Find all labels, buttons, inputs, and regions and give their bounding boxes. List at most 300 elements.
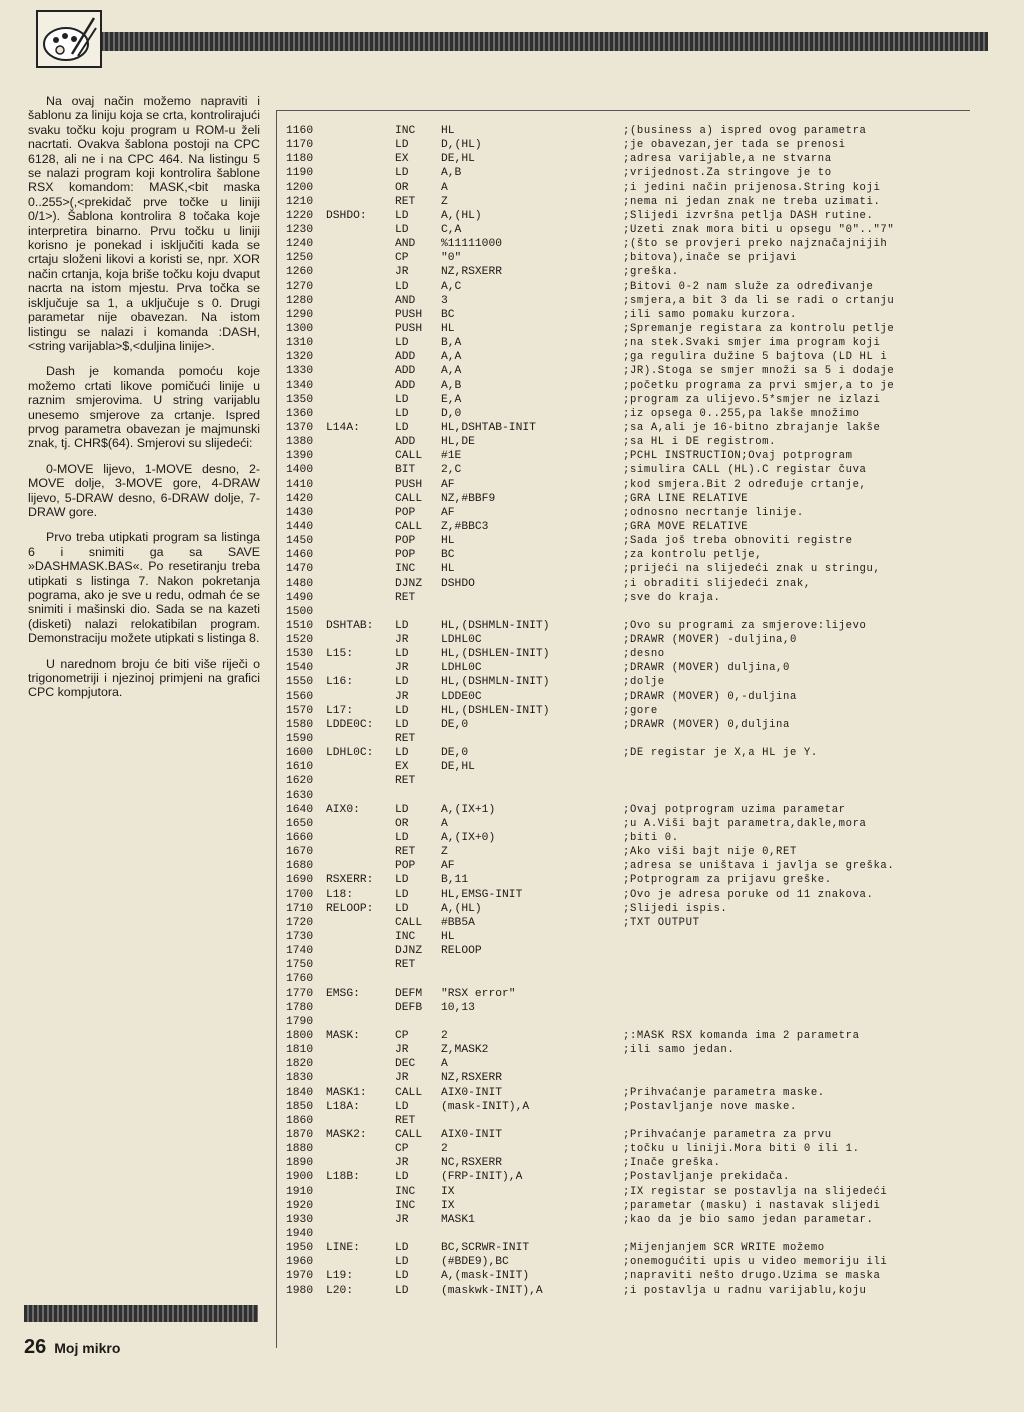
opcode: RET [395,775,416,788]
operand: DE,HL [441,153,475,166]
operand: Z,#BBC3 [441,520,489,533]
line-number: 1250 [286,252,314,265]
palette-brush-icon [36,10,102,68]
line-number: 1700 [286,888,314,901]
opcode: LD [395,888,409,901]
comment: ;onemogućiti upis u video memoriju ili [623,1256,888,1269]
operand: A,(HL) [441,209,482,222]
operand: HL [441,563,455,576]
line-number: 1920 [286,1199,314,1212]
line-number: 1530 [286,648,314,661]
operand: E,A [441,393,462,406]
opcode: LD [395,704,409,717]
comment: ;kao da je bio samo jedan parametar. [623,1213,874,1226]
opcode: INC [395,125,416,137]
comment: ;na stek.Svaki smjer ima program koji [623,337,881,350]
comment: ;TXT OUTPUT [623,916,700,929]
opcode: LD [395,803,409,816]
opcode: EX [395,761,409,774]
label: RELOOP: [326,902,374,915]
label: MASK: [326,1030,360,1042]
comment: ;:MASK RSX komanda ima 2 parametra [623,1030,860,1042]
operand: BC [441,549,455,562]
opcode: INC [395,1199,416,1212]
opcode: POP [395,506,416,519]
comment: ;Uzeti znak mora biti u opsegu "0".."7" [623,223,895,236]
comment: ;Sada još treba obnoviti registre [623,535,853,548]
operand: 3 [441,294,448,307]
opcode: CALL [395,916,423,929]
comment: ;ili samo jedan. [623,1044,735,1057]
comment: ;Ovo je adresa poruke od 11 znakova. [623,888,874,901]
comment: ;sa A,ali je 16-bitno zbrajanje lakše [623,421,881,434]
line-number: 1470 [286,563,314,576]
comment: ;DRAWR (MOVER) 0,duljina [623,718,790,731]
opcode: ADD [395,351,416,364]
line-number: 1460 [286,549,314,562]
label: RSXERR: [326,874,374,887]
opcode: RET [395,1114,416,1127]
line-number: 1520 [286,634,314,647]
line-number: 1850 [286,1100,314,1113]
label: LINE: [326,1242,360,1255]
operand: B,A [441,337,462,350]
opcode: CP [395,252,409,265]
label: L16: [326,676,354,689]
opcode: CALL [395,520,423,533]
comment: ;i postavlja u radnu varijablu,koju [623,1284,867,1297]
line-number: 1940 [286,1227,314,1240]
opcode: CP [395,1030,409,1042]
operand: (mask-INIT),A [441,1100,530,1113]
operand: BC [441,308,455,321]
opcode: POP [395,549,416,562]
opcode: INC [395,563,416,576]
line-number: 1600 [286,747,314,760]
opcode: LD [395,1270,409,1283]
operand: MASK1 [441,1213,475,1226]
comment: ;ga regulira dužine 5 bajtova (LD HL i [623,351,888,364]
paragraph: Dash je komanda pomoću koje možemo crtati likove pomičući linije u raznim smjerovima. U string varijablu unesemo smjerove za crtanje. Ispred prvog parametra obavezan je majmunski znak, tj. CHR$(64). Smjerovi su slijedeći: [28,364,260,451]
opcode: JR [395,662,409,675]
operand: HL,DSHTAB-INIT [441,421,536,434]
operand: A,(IX+1) [441,803,496,816]
line-number: 1160 [286,125,314,137]
line-number: 1840 [286,1086,314,1099]
line-number: 1890 [286,1157,314,1170]
comment: ;PCHL INSTRUCTION;Ovaj potprogram [623,450,853,463]
line-number: 1710 [286,902,314,915]
comment: ;je obavezan,jer tada se prenosi [623,139,846,152]
opcode: LD [395,407,409,420]
comment: ;i obraditi slijedeći znak, [623,577,811,590]
operand: DSHDO [441,577,475,590]
operand: DE,HL [441,761,475,774]
opcode: CALL [395,1128,423,1141]
opcode: LD [395,393,409,406]
line-number: 1790 [286,1015,314,1028]
line-number: 1720 [286,916,314,929]
operand: IX [441,1199,455,1212]
opcode: LD [395,421,409,434]
comment: ;Postavljanje nove maske. [623,1100,797,1113]
comment: ;GRA MOVE RELATIVE [623,520,749,533]
line-number: 1370 [286,421,314,434]
label: L18: [326,888,354,901]
comment: ;Spremanje registara za kontrolu petlje [623,322,895,335]
opcode: JR [395,266,409,279]
opcode: CALL [395,492,423,505]
opcode: LD [395,337,409,350]
operand: AF [441,506,455,519]
line-number: 1640 [286,803,314,816]
comment: ;Postavljanje prekidača. [623,1171,790,1184]
comment: ;ili samo pomaku kurzora. [623,308,797,321]
operand: 10,13 [441,1001,475,1014]
opcode: RET [395,195,416,208]
operand: A,A [441,351,462,364]
comment: ;Inače greška. [623,1157,721,1170]
operand: %11111000 [441,238,503,251]
opcode: RET [395,591,416,604]
line-number: 1930 [286,1213,314,1226]
comment: ;vrijednost.Za stringove je to [623,167,832,180]
line-number: 1300 [286,322,314,335]
operand: (#BDE9),BC [441,1256,509,1269]
operand: HL,EMSG-INIT [441,888,523,901]
line-number: 1420 [286,492,314,505]
operand: A [441,817,448,830]
opcode: LD [395,874,409,887]
line-number: 1980 [286,1284,314,1297]
label: LDDE0C: [326,718,374,731]
line-number: 1450 [286,535,314,548]
comment: ;adresa varijable,a ne stvarna [623,153,832,166]
label: L17: [326,704,354,717]
comment: ;nema ni jedan znak ne treba uzimati. [623,195,881,208]
operand: 2,C [441,464,462,477]
operand: D,(HL) [441,139,482,152]
opcode: ADD [395,379,416,392]
operand: 2 [441,1143,448,1156]
line-number: 1290 [286,308,314,321]
line-number: 1540 [286,662,314,675]
operand: #1E [441,450,462,463]
line-number: 1170 [286,139,314,152]
operand: Z,MASK2 [441,1044,489,1057]
comment: ;sa HL i DE registrom. [623,436,777,449]
line-number: 1830 [286,1072,314,1085]
label: LDHL0C: [326,747,374,760]
operand: AIX0-INIT [441,1128,503,1141]
operand: LDDE0C [441,690,482,703]
paragraph: U narednom broju će biti više riječi o trigonometriji i njezinoj primjeni na grafici CPC kompjutora. [28,656,260,700]
comment: ;desno [623,648,665,661]
comment: ;bitova),inače se prijavi [623,252,797,265]
operand: BC,SCRWR-INIT [441,1242,530,1255]
line-number: 1510 [286,619,314,632]
line-number: 1660 [286,832,314,845]
line-number: 1410 [286,478,314,491]
operand: A [441,1058,448,1071]
opcode: LD [395,718,409,731]
line-number: 1180 [286,153,314,166]
line-number: 1330 [286,365,314,378]
line-number: 1440 [286,520,314,533]
comment: ;program za ulijevo.5*smjer ne izlazi [623,393,881,406]
opcode: CP [395,1143,409,1156]
line-number: 1770 [286,987,314,1000]
line-number: 1820 [286,1058,314,1071]
operand: HL,(DSHMLN-INIT) [441,676,550,689]
opcode: ADD [395,436,416,449]
line-number: 1280 [286,294,314,307]
line-number: 1590 [286,733,314,746]
opcode: LD [395,1171,409,1184]
comment: ;Ovaj potprogram uzima parametar [623,803,846,816]
line-number: 1620 [286,775,314,788]
operand: Z [441,846,448,859]
opcode: LD [395,209,409,222]
opcode: LD [395,676,409,689]
opcode: CALL [395,450,423,463]
opcode: LD [395,1284,409,1297]
label: L18A: [326,1100,360,1113]
operand: HL,DE [441,436,475,449]
operand: NZ,#BBF9 [441,492,496,505]
line-number: 1610 [286,761,314,774]
label: EMSG: [326,987,360,1000]
comment: ;Prihvaćanje parametra maske. [623,1086,825,1099]
comment: ;Ovo su programi za smjerove:lijevo [623,619,867,632]
comment: ;početku programa za prvi smjer,a to je [623,379,895,392]
comment: ;DRAWR (MOVER) duljina,0 [623,662,790,675]
comment: ;Mijenjanjem SCR WRITE možemo [623,1242,825,1255]
comment: ;simulira CALL (HL).C registar čuva [623,464,867,477]
opcode: LD [395,223,409,236]
label: DSHDO: [326,209,367,222]
line-number: 1310 [286,337,314,350]
opcode: POP [395,860,416,873]
comment: ;DRAWR (MOVER) -duljina,0 [623,634,797,647]
operand: AF [441,478,455,491]
opcode: OR [395,817,409,830]
opcode: DEFB [395,1001,423,1014]
line-number: 1780 [286,1001,314,1014]
label: L14A: [326,421,360,434]
label: L15: [326,648,354,661]
comment: ;GRA LINE RELATIVE [623,492,749,505]
comment: ;IX registar se postavlja na slijedeći [623,1185,888,1198]
line-number: 1800 [286,1030,314,1042]
opcode: LD [395,648,409,661]
label: L18B: [326,1171,360,1184]
paragraph: 0-MOVE lijevo, 1-MOVE desno, 2-MOVE dolje, 3-MOVE gore, 4-DRAW lijevo, 5-DRAW desno, 6-DRAW dolje, 7-DRAW gore. [28,461,260,519]
line-number: 1570 [286,704,314,717]
line-number: 1870 [286,1128,314,1141]
opcode: DJNZ [395,945,423,958]
opcode: INC [395,931,416,944]
comment: ;prijeći na slijedeći znak u stringu, [623,563,881,576]
comment: ;Ako viši bajt nije 0,RET [623,846,797,859]
opcode: RET [395,733,416,746]
line-number: 1910 [286,1185,314,1198]
line-number: 1320 [286,351,314,364]
operand: #BB5A [441,916,475,929]
operand: (maskwk-INIT),A [441,1284,543,1297]
opcode: LD [395,832,409,845]
line-number: 1630 [286,789,314,802]
operand: RELOOP [441,945,482,958]
opcode: AND [395,294,416,307]
opcode: LD [395,1256,409,1269]
operand: A,C [441,280,462,293]
opcode: JR [395,1072,409,1085]
line-number: 1730 [286,931,314,944]
opcode: LD [395,167,409,180]
opcode: JR [395,1213,409,1226]
comment: ;iz opsega 0..255,pa lakše množimo [623,407,860,420]
operand: NC,RSXERR [441,1157,503,1170]
comment: ;sve do kraja. [623,591,721,604]
line-number: 1360 [286,407,314,420]
operand: A,(IX+0) [441,832,496,845]
operand: HL,(DSHLEN-INIT) [441,648,550,661]
comment: ;(što se provjeri preko najznačajnijih [623,238,888,251]
operand: A,B [441,167,462,180]
article-text [28,94,260,711]
operand: DE,0 [441,747,469,760]
opcode: ADD [395,365,416,378]
operand: 2 [441,1030,448,1042]
comment: ;Potprogram za prijavu greške. [623,874,832,887]
line-number: 1340 [286,379,314,392]
line-number: 1670 [286,846,314,859]
line-number: 1880 [286,1143,314,1156]
line-number: 1680 [286,860,314,873]
opcode: PUSH [395,478,423,491]
opcode: JR [395,1157,409,1170]
operand: A,(HL) [441,902,482,915]
comment: ;biti 0. [623,832,679,845]
opcode: RET [395,959,416,972]
page-number: 26 [24,1336,47,1358]
opcode: JR [395,1044,409,1057]
operand: (FRP-INIT),A [441,1171,523,1184]
line-number: 1810 [286,1044,314,1057]
line-number: 1860 [286,1114,314,1127]
line-number: 1740 [286,945,314,958]
line-number: 1190 [286,167,314,180]
line-number: 1960 [286,1256,314,1269]
comment: ;za kontrolu petlje, [623,549,763,562]
line-number: 1580 [286,718,314,731]
line-number: 1480 [286,577,314,590]
operand: NZ,RSXERR [441,266,503,279]
opcode: DEFM [395,987,423,1000]
comment: ;smjera,a bit 3 da li se radi o crtanju [623,294,895,307]
line-number: 1210 [286,195,314,208]
operand: Z [441,195,448,208]
line-number: 1750 [286,959,314,972]
opcode: PUSH [395,308,423,321]
line-number: 1240 [286,238,314,251]
opcode: OR [395,181,409,194]
comment: ;parametar (masku) i nastavak slijedi [623,1199,881,1212]
opcode: DJNZ [395,577,423,590]
comment: ;kod smjera.Bit 2 određuje crtanje, [623,478,867,491]
comment: ;DE registar je X,a HL je Y. [623,747,818,760]
page-footer [24,1336,120,1359]
opcode: LD [395,1100,409,1113]
operand: A,A [441,365,462,378]
line-number: 1230 [286,223,314,236]
line-number: 1970 [286,1270,314,1283]
line-number: 1350 [286,393,314,406]
line-number: 1650 [286,817,314,830]
line-number: 1950 [286,1242,314,1255]
footer-rule [24,1305,258,1322]
opcode: INC [395,1185,416,1198]
opcode: CALL [395,1086,423,1099]
comment: ;odnosno necrtanje linije. [623,506,804,519]
line-number: 1390 [286,450,314,463]
paragraph: Prvo treba utipkati program sa listinga 6 i snimiti ga sa SAVE »DASHMASK.BAS«. Po resetiranju treba utipkati s listinga 7. Nakon pokretanja pograma, ako je sve u redu, odmah će se snimiti i mašinski dio. Sada se na kazeti (disketi) nalazi relokatibilan program. Demonstraciju možete utipkati s listinga 8. [28,530,260,646]
comment: ;(business a) ispred ovog parametra [623,125,867,137]
paragraph: Na ovaj način možemo napraviti i šablonu za liniju koja se crta, kontrolirajući svaku točku koju program u ROM-u želi nacrtati. Ovakva šablona postoji na CPC 6128, ali ne i na CPC 464. Na listingu 5 se nalazi program koji kontrolira šablone RSX komandom: MASK,<bit maska 0..255>(,<prekidač prve točke u liniji 0/1>). Šablona kontrolira 8 točaka koje interpretira binarno. Prvu točku u liniji korisno je ponekad i isključiti kada se crtaju složeni likovi a koristi se, npr. XOR način crtanja, koja briše točku koju dvaput nacrta na istom mjestu. Prva točka se isključuje sa 1, a uključuje s 0. Drugi parametar nije obavezan. Na istom listingu se nalazi i komanda :DASH,<string varijabla>$,<duljina linije>. [28,94,260,353]
label: MASK2: [326,1128,367,1141]
opcode: LD [395,280,409,293]
operand: D,0 [441,407,462,420]
comment: ;greška. [623,266,679,279]
operand: NZ,RSXERR [441,1072,503,1085]
comment: ;napraviti nešto drugo.Uzima se maska [623,1270,881,1283]
label: L20: [326,1284,354,1297]
comment: ;Bitovi 0-2 nam služe za određivanje [623,280,874,293]
line-number: 1690 [286,874,314,887]
comment: ;Prihvaćanje parametra za prvu [623,1128,832,1141]
line-number: 1500 [286,605,314,618]
operand: DE,0 [441,718,469,731]
comment: ;Slijedi izvršna petlja DASH rutine. [623,209,874,222]
label: AIX0: [326,803,360,816]
operand: LDHL0C [441,634,482,647]
comment: ;adresa se uništava i javlja se greška. [623,860,895,873]
opcode: LD [395,747,409,760]
opcode: LD [395,139,409,152]
opcode: DEC [395,1058,416,1071]
operand: LDHL0C [441,662,482,675]
line-number: 1550 [286,676,314,689]
line-number: 1430 [286,506,314,519]
comment: ;DRAWR (MOVER) 0,-duljina [623,690,797,703]
line-number: 1760 [286,973,314,986]
operand: HL,(DSHMLN-INIT) [441,619,550,632]
opcode: EX [395,153,409,166]
opcode: POP [395,535,416,548]
header-rule [40,32,988,51]
line-number: 1220 [286,209,314,222]
line-number: 1270 [286,280,314,293]
opcode: JR [395,634,409,647]
operand: HL [441,931,455,944]
operand: "RSX error" [441,987,516,1000]
comment: ;dolje [623,676,665,689]
comment: ;točku u liniji.Mora biti 0 ili 1. [623,1143,860,1156]
line-number: 1490 [286,591,314,604]
opcode: JR [395,690,409,703]
opcode: RET [395,846,416,859]
